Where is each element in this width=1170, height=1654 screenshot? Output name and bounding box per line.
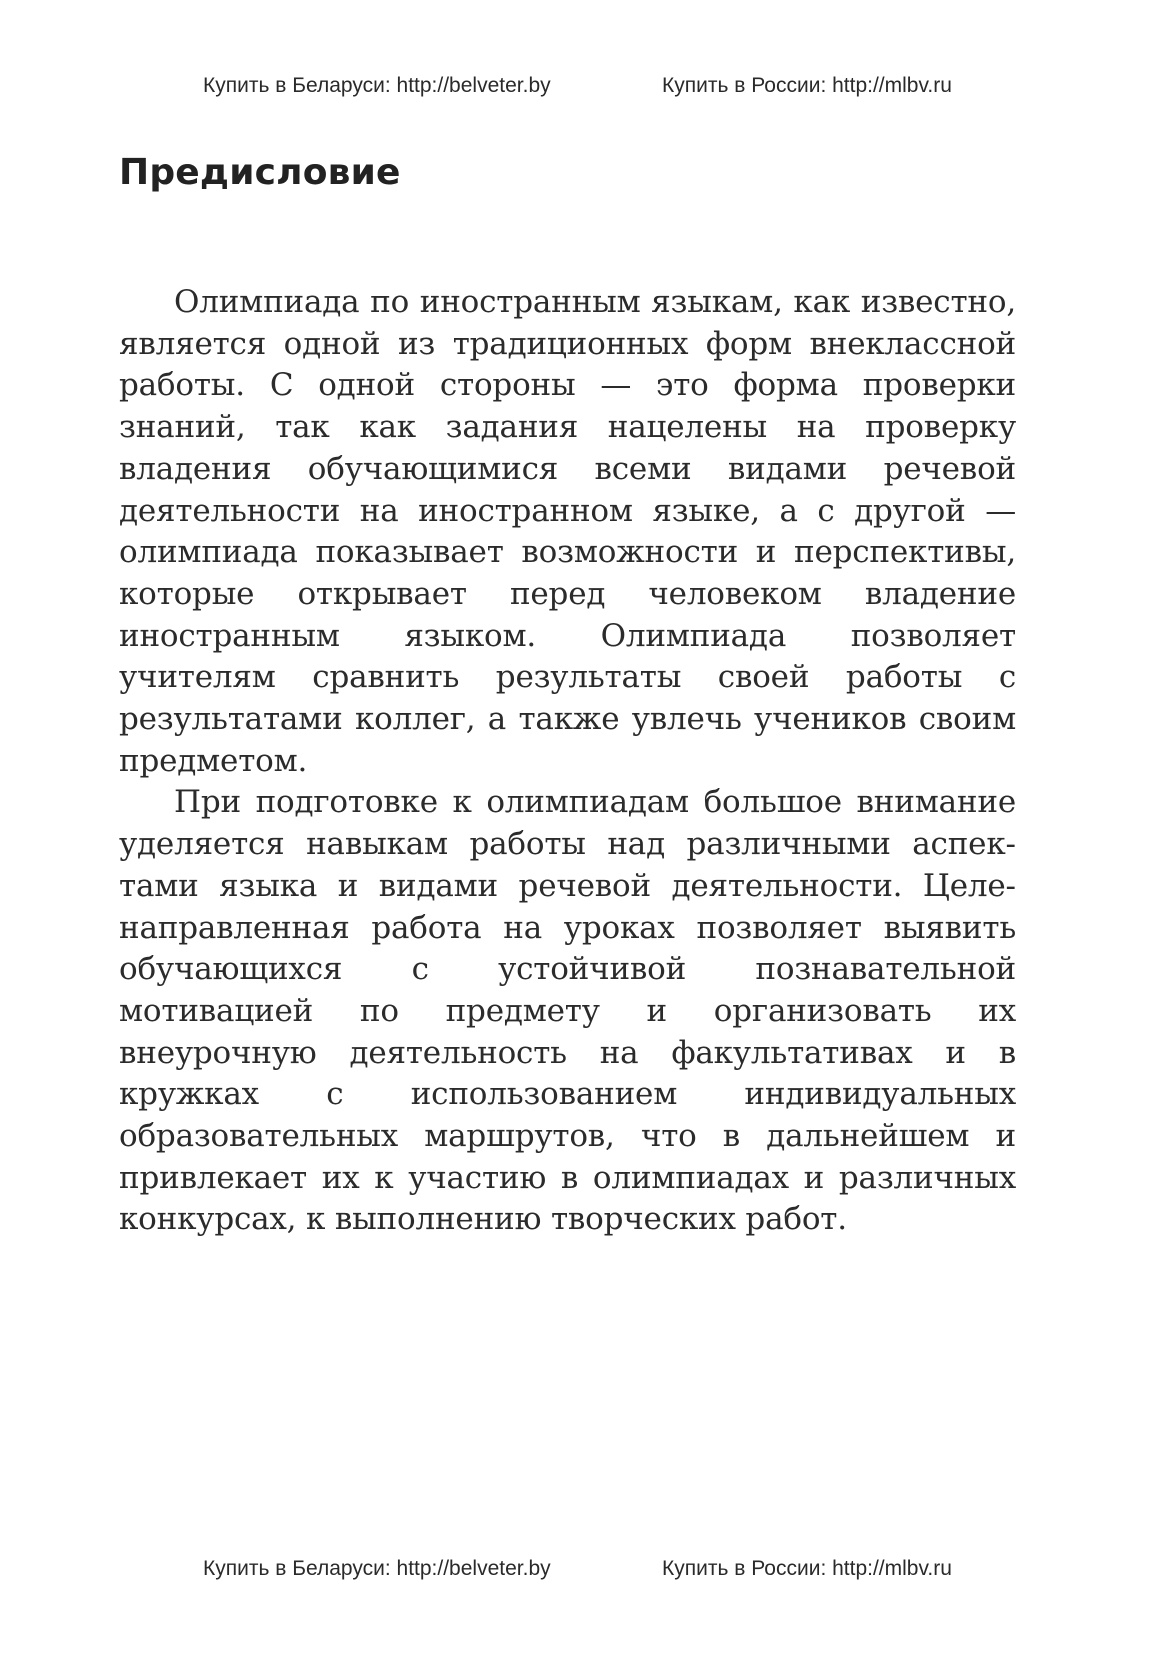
preface-text [119, 282, 1016, 1241]
footer-buy-russia-link[interactable]: Купить в России: http://mlbv.ru [662, 1557, 952, 1580]
paragraph-2: При подготовке к олимпиадам большое внимание уделяется навыкам работы над различными аспектами языка и видами речевой деятельности. Целенаправленная работа на уроках позволяет выявить обучающихся с устойчивой познавательной мотивацией по предмету и организовать их внеурочную деятельность на факультативах и в кружках с использованием индивидуальных образовательных маршрутов, что в дальнейшем и привлекает их к участию в олимпиадах и различных конкурсах, к выполнению творческих работ. [119, 784, 1016, 1238]
paragraph-1: Олимпиада по иностранным языкам, как известно, является одной из традиционных форм внеклассной работы. С одной стороны — это форма проверки знаний, так как задания нацелены на проверку владения обучающимися всеми видами речевой деятельности на иностранном языке, а с другой — олимпиада показывает возможности и перспективы, которые открывает перед человеком владение иностранным языком. Олимпиада позволяет учителям сравнить результаты своей работы с результатами коллег, а также увлечь учеников своим предметом. [119, 284, 1016, 779]
page-title: Предисловие [119, 152, 401, 193]
header-promo-bar [0, 74, 1170, 104]
buy-belarus-link[interactable]: Купить в Беларуси: http://belveter.by [203, 74, 551, 97]
footer-promo-bar [0, 1557, 1170, 1587]
buy-russia-link[interactable]: Купить в России: http://mlbv.ru [662, 74, 952, 97]
footer-buy-belarus-link[interactable]: Купить в Беларуси: http://belveter.by [203, 1557, 551, 1580]
